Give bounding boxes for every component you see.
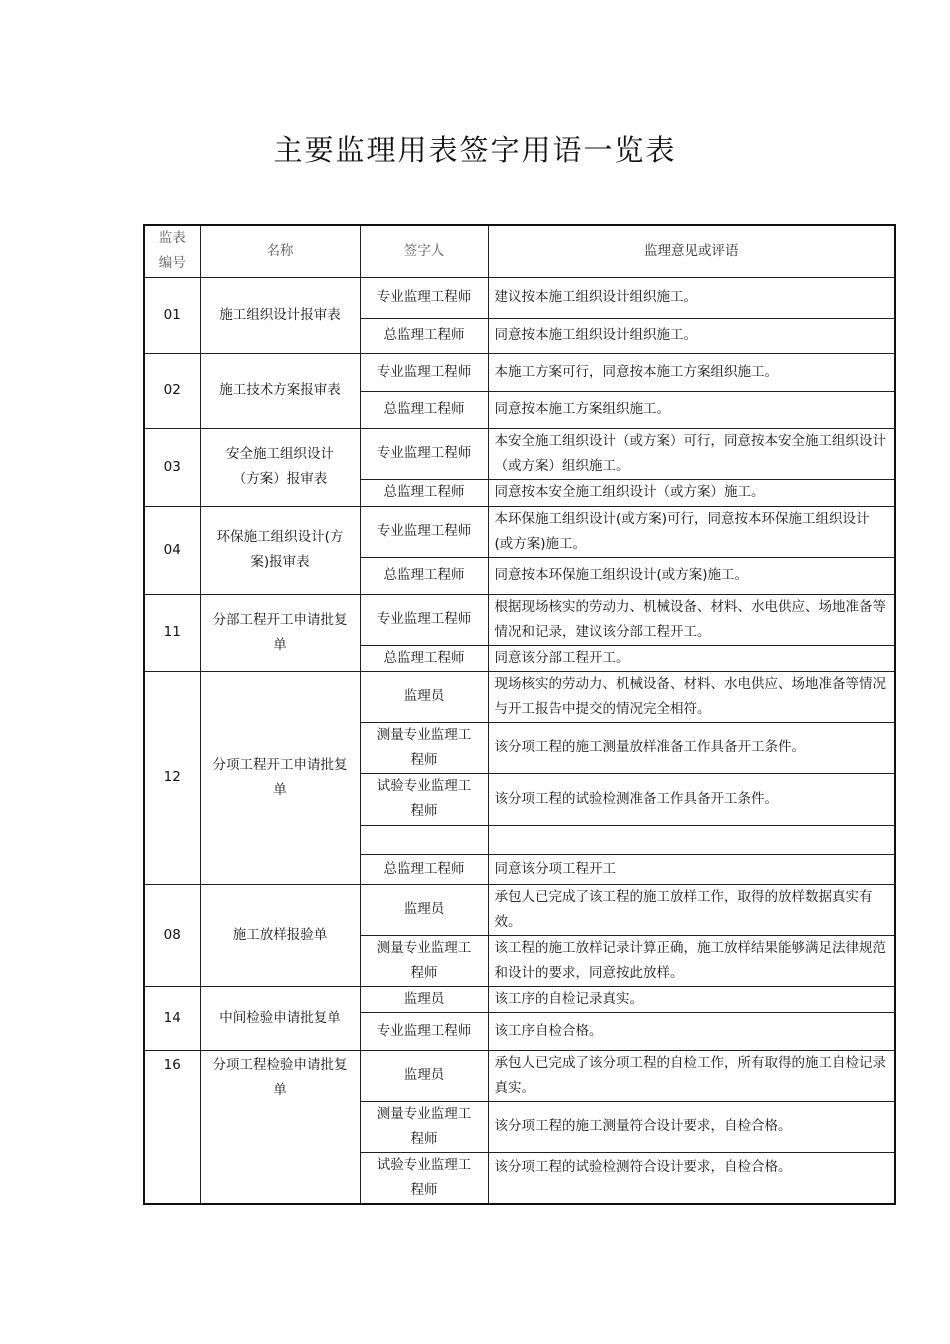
page-title: 主要监理用表签字用语一览表: [273, 133, 677, 167]
opinion-cell: 该分项工程的试验检测符合设计要求，自检合格。: [488, 1152, 895, 1204]
header-code: 监表编号: [144, 225, 200, 277]
signer-cell: 总监理工程师: [360, 391, 488, 428]
signer-cell: 总监理工程师: [360, 645, 488, 671]
form-code: 12: [144, 671, 200, 884]
opinion-cell: 承包人已完成了该工程的施工放样工作，取得的放样数据真实有效。: [488, 884, 895, 935]
signer-cell: 专业监理工程师: [360, 506, 488, 557]
signer-cell: 监理员: [360, 884, 488, 935]
signer-cell: 专业监理工程师: [360, 277, 488, 318]
signer-cell: 试验专业监理工程师: [360, 1152, 488, 1204]
signer-cell: 总监理工程师: [360, 557, 488, 594]
opinion-cell: 同意按本施工组织设计组织施工。: [488, 318, 895, 353]
table-row: [144, 353, 895, 391]
signer-cell: 总监理工程师: [360, 854, 488, 884]
table-row: [144, 671, 895, 722]
signer-cell: 专业监理工程师: [360, 428, 488, 479]
signer-cell: 监理员: [360, 1050, 488, 1101]
header-opinion: 监理意见或评语: [488, 225, 895, 277]
table-row: [144, 884, 895, 935]
form-code: 14: [144, 986, 200, 1050]
opinion-cell: 现场核实的劳动力、机械设备、材料、水电供应、场地准备等情况与开工报告中提交的情况完全相符。: [488, 671, 895, 722]
header-signer: 签字人: [360, 225, 488, 277]
opinion-cell: 该工序自检合格。: [488, 1012, 895, 1050]
table-row: [144, 986, 895, 1012]
signer-cell: 专业监理工程师: [360, 594, 488, 645]
opinion-cell: 该工序的自检记录真实。: [488, 986, 895, 1012]
opinion-cell: 该分项工程的施工测量符合设计要求，自检合格。: [488, 1101, 895, 1152]
signer-cell: 总监理工程师: [360, 479, 488, 506]
signer-cell: 测量专业监理工程师: [360, 935, 488, 986]
form-name: 施工放样报验单: [200, 884, 360, 986]
form-code: 16: [144, 1050, 200, 1204]
opinion-cell: 同意按本施工方案组织施工。: [488, 391, 895, 428]
signer-cell: 监理员: [360, 986, 488, 1012]
table-row: [144, 506, 895, 557]
opinion-cell: 该工程的施工放样记录计算正确，施工放样结果能够满足法律规范和设计的要求，同意按此放样。: [488, 935, 895, 986]
form-name: 安全施工组织设计（方案）报审表: [200, 428, 360, 506]
form-code: 08: [144, 884, 200, 986]
form-name: 施工技术方案报审表: [200, 353, 360, 428]
opinion-cell: 本施工方案可行，同意按本施工方案组织施工。: [488, 353, 895, 391]
form-name: 分部工程开工申请批复单: [200, 594, 360, 671]
opinion-cell: 本环保施工组织设计(或方案)可行，同意按本环保施工组织设计(或方案)施工。: [488, 506, 895, 557]
signer-cell: 试验专业监理工程师: [360, 773, 488, 825]
form-name: 施工组织设计报审表: [200, 277, 360, 353]
signature-terms-table: [143, 224, 896, 1205]
signer-cell: [360, 825, 488, 854]
table-row: [144, 428, 895, 479]
table-row: [144, 594, 895, 645]
opinion-cell: [488, 825, 895, 854]
form-name: 分项工程开工申请批复单: [200, 671, 360, 884]
form-name: 环保施工组织设计(方案)报审表: [200, 506, 360, 594]
table-row: [144, 1050, 895, 1101]
form-code: 04: [144, 506, 200, 594]
signer-cell: 测量专业监理工程师: [360, 1101, 488, 1152]
signer-cell: 总监理工程师: [360, 318, 488, 353]
signer-cell: 专业监理工程师: [360, 353, 488, 391]
opinion-cell: 承包人已完成了该分项工程的自检工作，所有取得的施工自检记录真实。: [488, 1050, 895, 1101]
form-code: 03: [144, 428, 200, 506]
form-name: 中间检验申请批复单: [200, 986, 360, 1050]
opinion-cell: 同意按本安全施工组织设计（或方案）施工。: [488, 479, 895, 506]
signer-cell: 测量专业监理工程师: [360, 722, 488, 773]
form-code: 02: [144, 353, 200, 428]
opinion-cell: 该分项工程的施工测量放样准备工作具备开工条件。: [488, 722, 895, 773]
opinion-cell: 建议按本施工组织设计组织施工。: [488, 277, 895, 318]
header-name: 名称: [200, 225, 360, 277]
opinion-cell: 同意该分项工程开工: [488, 854, 895, 884]
signer-cell: 监理员: [360, 671, 488, 722]
opinion-cell: 同意该分部工程开工。: [488, 645, 895, 671]
opinion-cell: 该分项工程的试验检测准备工作具备开工条件。: [488, 773, 895, 825]
form-code: 01: [144, 277, 200, 353]
form-code: 11: [144, 594, 200, 671]
opinion-cell: 根据现场核实的劳动力、机械设备、材料、水电供应、场地准备等情况和记录，建议该分部工程开工。: [488, 594, 895, 645]
opinion-cell: 同意按本环保施工组织设计(或方案)施工。: [488, 557, 895, 594]
header-row: [144, 225, 895, 277]
signer-cell: 专业监理工程师: [360, 1012, 488, 1050]
opinion-cell: 本安全施工组织设计（或方案）可行，同意按本安全施工组织设计（或方案）组织施工。: [488, 428, 895, 479]
table-row: [144, 277, 895, 318]
form-name: 分项工程检验申请批复单: [200, 1050, 360, 1204]
